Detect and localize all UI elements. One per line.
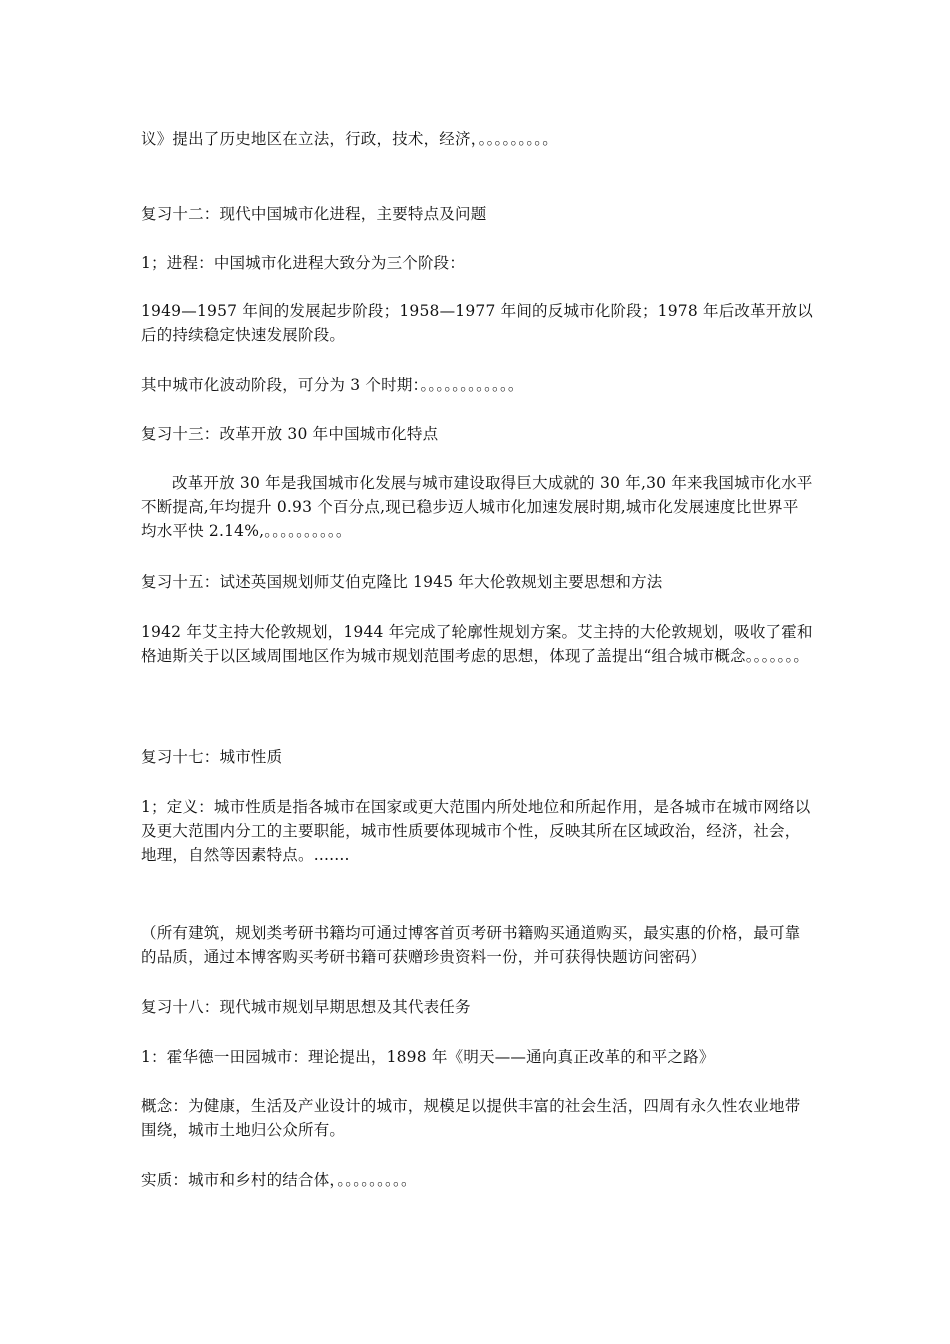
paragraph-essence: 实质：城市和乡村的结合体，。。。。。。。。。 xyxy=(141,1171,417,1189)
paragraph-garden-city: 1：霍华德一田园城市：理论提出，1898 年《明天——通向真正改革的和平之路》 xyxy=(141,1048,715,1066)
heading-review-18: 复习十八：现代城市规划早期思想及其代表任务 xyxy=(141,998,471,1016)
paragraph-intro-continuation: 议》提出了历史地区在立法，行政，技术，经济，。。。。。。。。。 xyxy=(141,130,558,148)
paragraph-greater-london-plan: 1942 年艾主持大伦敦规划，1944 年完成了轮廓性规划方案。艾主持的大伦敦规划，吸收了霍和格迪斯关于以区域周围地区作为城市规划范围考虑的思想，体现了盖提出“组合城市概念。。。。。。。 xyxy=(141,623,813,665)
heading-review-13: 复习十三：改革开放 30 年中国城市化特点 xyxy=(141,425,439,443)
paragraph-fluctuation: 其中城市化波动阶段，可分为 3 个时期：。。。。。。。。。。。。 xyxy=(141,376,524,394)
paragraph-stages: 1949—1957 年间的发展起步阶段；1958—1977 年间的反城市化阶段；1978 年后改革开放以后的持续稳定快速发展阶段。 xyxy=(141,302,813,344)
paragraph-process: 1；进程：中国城市化进程大致分为三个阶段： xyxy=(141,254,466,272)
paragraph-city-nature-definition: 1；定义：城市性质是指各城市在国家或更大范围内所处地位和所起作用，是各城市在城市网络以及更大范围内分工的主要职能，城市性质要体现城市个性，反映其所在区域政治，经济，社会，地理，自然等因素特点。....... xyxy=(141,798,811,864)
heading-review-15: 复习十五：试述英国规划师艾伯克隆比 1945 年大伦敦规划主要思想和方法 xyxy=(141,573,663,591)
heading-review-17: 复习十七：城市性质 xyxy=(141,748,283,766)
paragraph-blog-notice: （所有建筑，规划类考研书籍均可通过博客首页考研书籍购买通道购买，最实惠的价格，最可靠的品质，通过本博客购买考研书籍可获赠珍贵资料一份，并可获得快题访问密码） xyxy=(141,924,801,966)
heading-review-12: 复习十二：现代中国城市化进程，主要特点及问题 xyxy=(141,205,487,223)
paragraph-reform-30-years: 改革开放 30 年是我国城市化发展与城市建设取得巨大成就的 30 年,30 年来我国城市化水平不断提高,年均提升 0.93 个百分点,现已稳步迈人城市化加速发展时期,城市化发展速度比世界平均水平快 2.14%,。。。。。。。。。。 xyxy=(141,474,813,540)
paragraph-concept: 概念：为健康，生活及产业设计的城市，规模足以提供丰富的社会生活，四周有永久性农业地带围绕，城市土地归公众所有。 xyxy=(141,1097,801,1139)
